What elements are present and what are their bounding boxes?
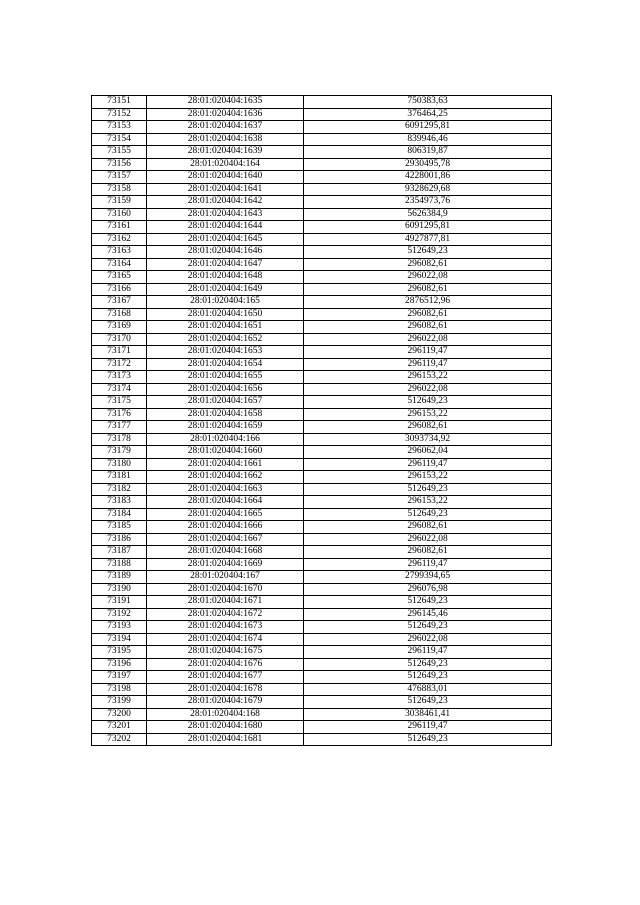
value-cell: 296062,04 (304, 446, 552, 459)
cadastral-number-cell: 28:01:020404:1659 (147, 421, 304, 434)
cadastral-number-cell: 28:01:020404:1653 (147, 346, 304, 359)
row-number-cell: 73188 (92, 558, 147, 571)
value-cell: 296119,47 (304, 721, 552, 734)
value-cell: 2354973,76 (304, 196, 552, 209)
row-number-cell: 73192 (92, 608, 147, 621)
row-number-cell: 73179 (92, 446, 147, 459)
row-number-cell: 73165 (92, 271, 147, 284)
table-row (92, 458, 552, 471)
table-row (92, 271, 552, 284)
value-cell: 296153,22 (304, 496, 552, 509)
table-row (92, 721, 552, 734)
row-number-cell: 73169 (92, 321, 147, 334)
cadastral-number-cell: 28:01:020404:1656 (147, 383, 304, 396)
row-number-cell: 73190 (92, 583, 147, 596)
row-number-cell: 73182 (92, 483, 147, 496)
table-row (92, 96, 552, 109)
table-row (92, 633, 552, 646)
cadastral-number-cell: 28:01:020404:1673 (147, 621, 304, 634)
cadastral-number-cell: 28:01:020404:167 (147, 571, 304, 584)
row-number-cell: 73168 (92, 308, 147, 321)
value-cell: 296153,22 (304, 371, 552, 384)
row-number-cell: 73156 (92, 158, 147, 171)
row-number-cell: 73170 (92, 333, 147, 346)
value-cell: 296082,61 (304, 546, 552, 559)
table-row (92, 246, 552, 259)
row-number-cell: 73167 (92, 296, 147, 309)
cadastral-number-cell: 28:01:020404:1660 (147, 446, 304, 459)
cadastral-number-cell: 28:01:020404:1657 (147, 396, 304, 409)
value-cell: 2876512,96 (304, 296, 552, 309)
row-number-cell: 73176 (92, 408, 147, 421)
value-cell: 6091295,81 (304, 221, 552, 234)
value-cell: 296119,47 (304, 458, 552, 471)
row-number-cell: 73173 (92, 371, 147, 384)
table-row (92, 146, 552, 159)
table-row (92, 546, 552, 559)
cadastral-number-cell: 28:01:020404:1651 (147, 321, 304, 334)
row-number-cell: 73151 (92, 96, 147, 109)
row-number-cell: 73196 (92, 658, 147, 671)
row-number-cell: 73186 (92, 533, 147, 546)
cadastral-number-cell: 28:01:020404:1668 (147, 546, 304, 559)
value-cell: 2930495,78 (304, 158, 552, 171)
cadastral-number-cell: 28:01:020404:1644 (147, 221, 304, 234)
cadastral-number-cell: 28:01:020404:1655 (147, 371, 304, 384)
value-cell: 476883,01 (304, 683, 552, 696)
value-cell: 2799394,65 (304, 571, 552, 584)
row-number-cell: 73185 (92, 521, 147, 534)
value-cell: 4927877,81 (304, 233, 552, 246)
cadastral-number-cell: 28:01:020404:1664 (147, 496, 304, 509)
table-row (92, 683, 552, 696)
value-cell: 3093734,92 (304, 433, 552, 446)
value-cell: 296119,47 (304, 346, 552, 359)
row-number-cell: 73193 (92, 621, 147, 634)
table-row (92, 483, 552, 496)
table-row (92, 421, 552, 434)
table-row (92, 521, 552, 534)
table-row (92, 371, 552, 384)
row-number-cell: 73160 (92, 208, 147, 221)
value-cell: 512649,23 (304, 696, 552, 709)
table-row (92, 296, 552, 309)
table-row (92, 258, 552, 271)
row-number-cell: 73172 (92, 358, 147, 371)
value-cell: 296119,47 (304, 646, 552, 659)
value-cell: 512649,23 (304, 621, 552, 634)
value-cell: 512649,23 (304, 396, 552, 409)
value-cell: 750383,63 (304, 96, 552, 109)
cadastral-number-cell: 28:01:020404:1662 (147, 471, 304, 484)
cadastral-number-cell: 28:01:020404:1652 (147, 333, 304, 346)
row-number-cell: 73175 (92, 396, 147, 409)
table-row (92, 308, 552, 321)
table-row (92, 696, 552, 709)
row-number-cell: 73162 (92, 233, 147, 246)
table-row (92, 333, 552, 346)
row-number-cell: 73161 (92, 221, 147, 234)
row-number-cell: 73201 (92, 721, 147, 734)
value-cell: 296022,08 (304, 333, 552, 346)
row-number-cell: 73154 (92, 133, 147, 146)
cadastral-number-cell: 28:01:020404:1648 (147, 271, 304, 284)
row-number-cell: 73159 (92, 196, 147, 209)
cadastral-number-cell: 28:01:020404:1649 (147, 283, 304, 296)
row-number-cell: 73153 (92, 121, 147, 134)
value-cell: 296145,46 (304, 608, 552, 621)
cadastral-number-cell: 28:01:020404:1646 (147, 246, 304, 259)
value-cell: 376464,25 (304, 108, 552, 121)
cadastral-number-cell: 28:01:020404:1665 (147, 508, 304, 521)
row-number-cell: 73152 (92, 108, 147, 121)
row-number-cell: 73191 (92, 596, 147, 609)
table-row (92, 733, 552, 746)
value-cell: 296082,61 (304, 321, 552, 334)
value-cell: 296119,47 (304, 358, 552, 371)
value-cell: 296153,22 (304, 408, 552, 421)
cadastral-number-cell: 28:01:020404:1638 (147, 133, 304, 146)
table-row (92, 708, 552, 721)
table-row (92, 158, 552, 171)
cadastral-number-cell: 28:01:020404:1678 (147, 683, 304, 696)
cadastral-number-cell: 28:01:020404:1674 (147, 633, 304, 646)
value-cell: 6091295,81 (304, 121, 552, 134)
row-number-cell: 73166 (92, 283, 147, 296)
table-row (92, 196, 552, 209)
cadastral-number-cell: 28:01:020404:1642 (147, 196, 304, 209)
table-row (92, 408, 552, 421)
cadastral-number-cell: 28:01:020404:1641 (147, 183, 304, 196)
value-cell: 296082,61 (304, 521, 552, 534)
cadastral-number-cell: 28:01:020404:1650 (147, 308, 304, 321)
value-cell: 296022,08 (304, 383, 552, 396)
table-row (92, 608, 552, 621)
cadastral-number-cell: 28:01:020404:1635 (147, 96, 304, 109)
value-cell: 512649,23 (304, 483, 552, 496)
value-cell: 512649,23 (304, 246, 552, 259)
table-row (92, 671, 552, 684)
value-cell: 296022,08 (304, 271, 552, 284)
table-row (92, 583, 552, 596)
row-number-cell: 73200 (92, 708, 147, 721)
cadastral-number-cell: 28:01:020404:168 (147, 708, 304, 721)
value-cell: 839946,46 (304, 133, 552, 146)
table-row (92, 321, 552, 334)
value-cell: 512649,23 (304, 596, 552, 609)
row-number-cell: 73163 (92, 246, 147, 259)
table-row (92, 358, 552, 371)
row-number-cell: 73177 (92, 421, 147, 434)
table-row (92, 621, 552, 634)
value-cell: 9328629,68 (304, 183, 552, 196)
value-cell: 296082,61 (304, 421, 552, 434)
value-cell: 296082,61 (304, 258, 552, 271)
cadastral-number-cell: 28:01:020404:1645 (147, 233, 304, 246)
table-row (92, 508, 552, 521)
table-row (92, 346, 552, 359)
row-number-cell: 73158 (92, 183, 147, 196)
row-number-cell: 73195 (92, 646, 147, 659)
value-cell: 296119,47 (304, 558, 552, 571)
cadastral-number-cell: 28:01:020404:1669 (147, 558, 304, 571)
row-number-cell: 73164 (92, 258, 147, 271)
row-number-cell: 73180 (92, 458, 147, 471)
value-cell: 512649,23 (304, 658, 552, 671)
table-row (92, 396, 552, 409)
cadastral-number-cell: 28:01:020404:1671 (147, 596, 304, 609)
value-cell: 512649,23 (304, 671, 552, 684)
value-cell: 3038461,41 (304, 708, 552, 721)
value-cell: 4228001,86 (304, 171, 552, 184)
value-cell: 296082,61 (304, 308, 552, 321)
cadastral-number-cell: 28:01:020404:1680 (147, 721, 304, 734)
cadastral-number-cell: 28:01:020404:1637 (147, 121, 304, 134)
table-row (92, 233, 552, 246)
cadastral-number-cell: 28:01:020404:1681 (147, 733, 304, 746)
table-row (92, 183, 552, 196)
cadastral-number-cell: 28:01:020404:1658 (147, 408, 304, 421)
table-row (92, 571, 552, 584)
row-number-cell: 73198 (92, 683, 147, 696)
row-number-cell: 73199 (92, 696, 147, 709)
cadastral-number-cell: 28:01:020404:1661 (147, 458, 304, 471)
table-row (92, 446, 552, 459)
cadastral-number-cell: 28:01:020404:1666 (147, 521, 304, 534)
row-number-cell: 73194 (92, 633, 147, 646)
row-number-cell: 73174 (92, 383, 147, 396)
cadastral-number-cell: 28:01:020404:1643 (147, 208, 304, 221)
value-cell: 296022,08 (304, 633, 552, 646)
cadastral-number-cell: 28:01:020404:1675 (147, 646, 304, 659)
row-number-cell: 73184 (92, 508, 147, 521)
cadastral-number-cell: 28:01:020404:1676 (147, 658, 304, 671)
table-row (92, 471, 552, 484)
row-number-cell: 73197 (92, 671, 147, 684)
table-row (92, 283, 552, 296)
cadastral-number-cell: 28:01:020404:1639 (147, 146, 304, 159)
table-row (92, 108, 552, 121)
value-cell: 512649,23 (304, 508, 552, 521)
table-row (92, 433, 552, 446)
table-row (92, 533, 552, 546)
value-cell: 296153,22 (304, 471, 552, 484)
cadastral-number-cell: 28:01:020404:1663 (147, 483, 304, 496)
cadastral-number-cell: 28:01:020404:1667 (147, 533, 304, 546)
cadastral-number-cell: 28:01:020404:1672 (147, 608, 304, 621)
value-cell: 806319,87 (304, 146, 552, 159)
table-row (92, 658, 552, 671)
value-cell: 296076,98 (304, 583, 552, 596)
value-cell: 5626384,9 (304, 208, 552, 221)
table-row (92, 383, 552, 396)
table-row (92, 496, 552, 509)
table-row (92, 171, 552, 184)
table-row (92, 558, 552, 571)
value-cell: 512649,23 (304, 733, 552, 746)
cadastral-number-cell: 28:01:020404:164 (147, 158, 304, 171)
row-number-cell: 73189 (92, 571, 147, 584)
value-cell: 296022,08 (304, 533, 552, 546)
row-number-cell: 73155 (92, 146, 147, 159)
row-number-cell: 73171 (92, 346, 147, 359)
row-number-cell: 73181 (92, 471, 147, 484)
cadastral-number-cell: 28:01:020404:1640 (147, 171, 304, 184)
table-row (92, 133, 552, 146)
row-number-cell: 73178 (92, 433, 147, 446)
cadastral-number-cell: 28:01:020404:1670 (147, 583, 304, 596)
table-row (92, 208, 552, 221)
table-row (92, 646, 552, 659)
cadastral-number-cell: 28:01:020404:1677 (147, 671, 304, 684)
cadastral-number-cell: 28:01:020404:1654 (147, 358, 304, 371)
row-number-cell: 73187 (92, 546, 147, 559)
cadastral-number-cell: 28:01:020404:1679 (147, 696, 304, 709)
row-number-cell: 73157 (92, 171, 147, 184)
table-row (92, 121, 552, 134)
table-row (92, 221, 552, 234)
cadastral-number-cell: 28:01:020404:165 (147, 296, 304, 309)
cadastral-number-cell: 28:01:020404:1647 (147, 258, 304, 271)
table-body (92, 96, 552, 746)
cadastral-number-cell: 28:01:020404:1636 (147, 108, 304, 121)
cadastral-number-cell: 28:01:020404:166 (147, 433, 304, 446)
data-table (91, 95, 552, 746)
row-number-cell: 73202 (92, 733, 147, 746)
value-cell: 296082,61 (304, 283, 552, 296)
row-number-cell: 73183 (92, 496, 147, 509)
table-row (92, 596, 552, 609)
